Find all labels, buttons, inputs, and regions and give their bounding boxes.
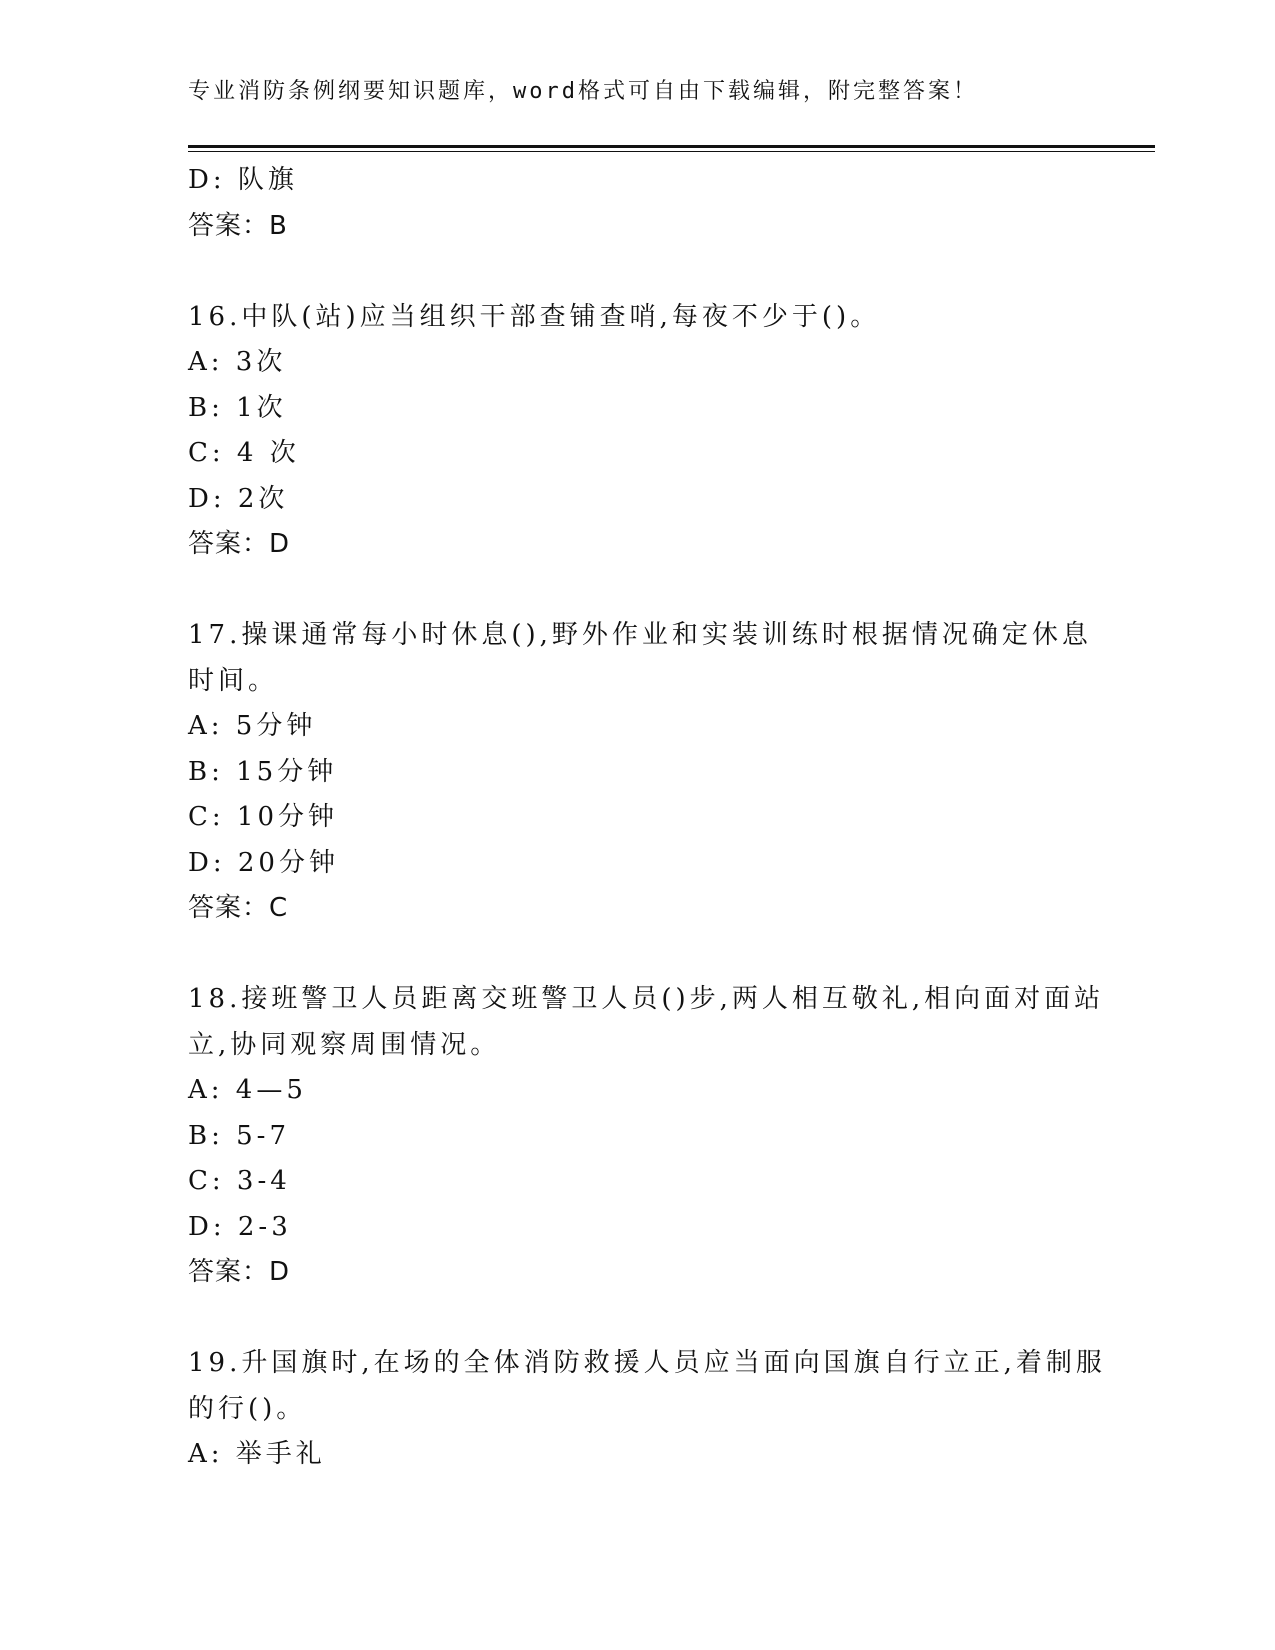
question-line: 18.接班警卫人员距离交班警卫人员()步,两人相互敬礼,相向面对面站 [188, 984, 1105, 1014]
option-line: B: 1次 [188, 392, 287, 423]
option-line: D: 2-3 [188, 1211, 292, 1242]
option-line: D: 队旗 [188, 165, 298, 195]
option-line: D: 2次 [188, 483, 289, 514]
option-line: B: 15分钟 [188, 756, 338, 787]
option-line: A: 4—5 [188, 1075, 307, 1105]
option-line: B: 5-7 [188, 1120, 290, 1151]
question-line: 16.中队(站)应当组织干部查铺查哨,每夜不少于()。 [188, 301, 881, 332]
option-line: C: 10分钟 [188, 802, 339, 832]
question-line: 的行()。 [188, 1393, 307, 1424]
blank-line [188, 932, 1088, 978]
option-line: C: 4 次 [188, 438, 300, 468]
question-line: 17.操课通常每小时休息(),野外作业和实装训练时根据情况确定休息 [188, 620, 1092, 650]
document-body [188, 158, 1106, 1478]
header-rule-thin [188, 151, 1155, 152]
question-line: 时间。 [188, 665, 279, 696]
answer-line: 答案：D [188, 529, 291, 559]
blank-line [188, 249, 1088, 295]
page-header: 专业消防条例纲要知识题库，word格式可自由下载编辑，附完整答案！ [188, 79, 978, 104]
blank-line [188, 1296, 1088, 1342]
answer-line: 答案：D [188, 1257, 291, 1287]
question-line: 立,协同观察周围情况。 [188, 1029, 501, 1060]
option-line: C: 3-4 [188, 1166, 291, 1196]
option-line: A: 5分钟 [188, 711, 317, 741]
option-line: A: 3次 [188, 347, 287, 377]
blank-line [188, 568, 1088, 614]
option-line: A: 举手礼 [188, 1439, 326, 1469]
question-line: 19.升国旗时,在场的全体消防救援人员应当面向国旗自行立正,着制服 [188, 1348, 1106, 1378]
option-line: D: 20分钟 [188, 847, 339, 878]
answer-line: 答案：B [188, 210, 288, 241]
header-rule-thick [188, 145, 1155, 148]
answer-line: 答案：C [188, 893, 289, 923]
